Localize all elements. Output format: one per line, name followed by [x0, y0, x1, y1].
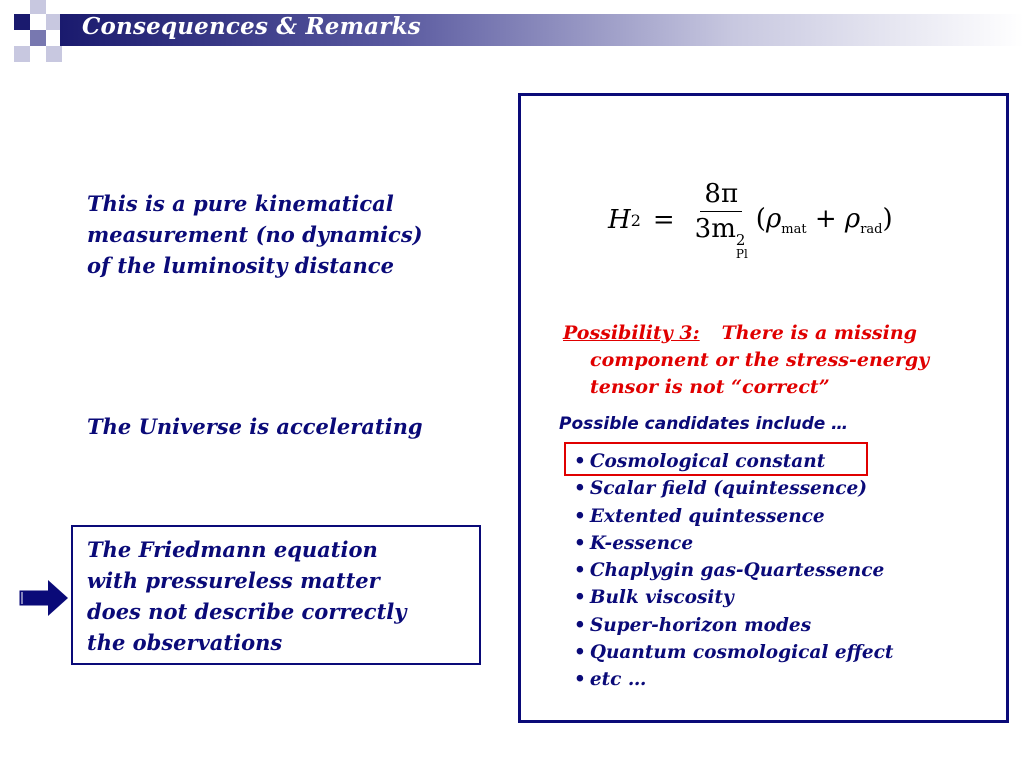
candidate-text: Bulk viscosity — [589, 587, 734, 609]
candidate-text: etc … — [589, 669, 647, 691]
eq-denominator — [695, 212, 748, 261]
list-item — [574, 612, 893, 639]
eq-den-sup: 2 — [735, 231, 746, 249]
candidate-text: Extented quintessence — [589, 505, 825, 527]
eq-fraction — [695, 179, 748, 261]
slide-title: Consequences & Remarks — [82, 13, 421, 40]
eq-den-text: 3m — [694, 214, 736, 244]
list-item — [574, 475, 893, 502]
eq-den-sub: Pl — [735, 247, 748, 261]
eq-rho: ρ — [844, 203, 861, 234]
candidate-text: Super-horizon modes — [589, 614, 812, 636]
candidate-text: Quantum cosmological effect — [589, 642, 894, 664]
possibility-line: tensor is not “correct” — [590, 376, 830, 398]
possibility-block — [563, 320, 983, 401]
bullet: • — [574, 451, 586, 472]
list-item — [574, 557, 893, 584]
list-item — [574, 448, 893, 475]
list-item — [574, 639, 893, 666]
header-decor-square — [14, 46, 30, 62]
header-decor-square — [46, 46, 62, 62]
eq-plus: + — [814, 203, 837, 234]
bullet: • — [574, 505, 586, 527]
eq-sub-rad: rad — [860, 221, 883, 237]
possibility-line: There is a missing — [721, 322, 917, 344]
kinematical-text — [87, 188, 487, 281]
candidate-text: Scalar field (quintessence) — [589, 478, 868, 500]
bullet: • — [574, 614, 586, 636]
list-item — [574, 584, 893, 611]
text-line: with pressureless matter — [87, 568, 380, 593]
text-line: of the luminosity distance — [87, 253, 394, 278]
eq-sub-mat: mat — [781, 221, 807, 237]
header-decor-square — [30, 0, 46, 14]
eq-paren: $(\rho_{mat} + \rho_{rad})$ — [755, 203, 893, 237]
candidates-intro: Possible candidates include … — [559, 414, 849, 434]
candidate-text: Cosmological constant — [589, 451, 826, 472]
bullet: • — [574, 669, 586, 691]
eq-equals: = — [652, 205, 675, 235]
friedmann-text — [87, 534, 477, 658]
bullet: • — [574, 587, 586, 609]
text-line: does not describe correctly — [87, 599, 407, 624]
text-line: the observations — [87, 630, 283, 655]
text-line: This is a pure kinematical — [87, 191, 394, 216]
arrow-right-icon — [18, 578, 70, 618]
header-decor-square — [14, 14, 30, 30]
eq-rho: ρ — [765, 203, 782, 234]
text-line: measurement (no dynamics) — [87, 222, 423, 247]
text-line: The Friedmann equation — [87, 537, 378, 562]
eq-numerator: 8π — [700, 179, 742, 212]
list-item — [574, 530, 893, 557]
friedmann-equation — [608, 180, 893, 260]
possibility-label: Possibility 3: — [563, 322, 700, 344]
bullet: • — [574, 478, 586, 500]
bullet: • — [574, 642, 586, 664]
list-item — [574, 503, 893, 530]
candidate-text: K-essence — [589, 532, 694, 554]
candidate-text: Chaplygin gas-Quartessence — [589, 560, 885, 582]
eq-H: H — [608, 205, 631, 235]
candidates-list — [574, 448, 893, 694]
possibility-line: component or the stress-energy — [590, 349, 930, 371]
accelerating-text: The Universe is accelerating — [87, 414, 423, 439]
header-decor-square — [30, 30, 46, 46]
bullet: • — [574, 532, 586, 554]
bullet: • — [574, 560, 586, 582]
eq-sup: 2 — [630, 210, 641, 230]
list-item — [574, 666, 893, 693]
